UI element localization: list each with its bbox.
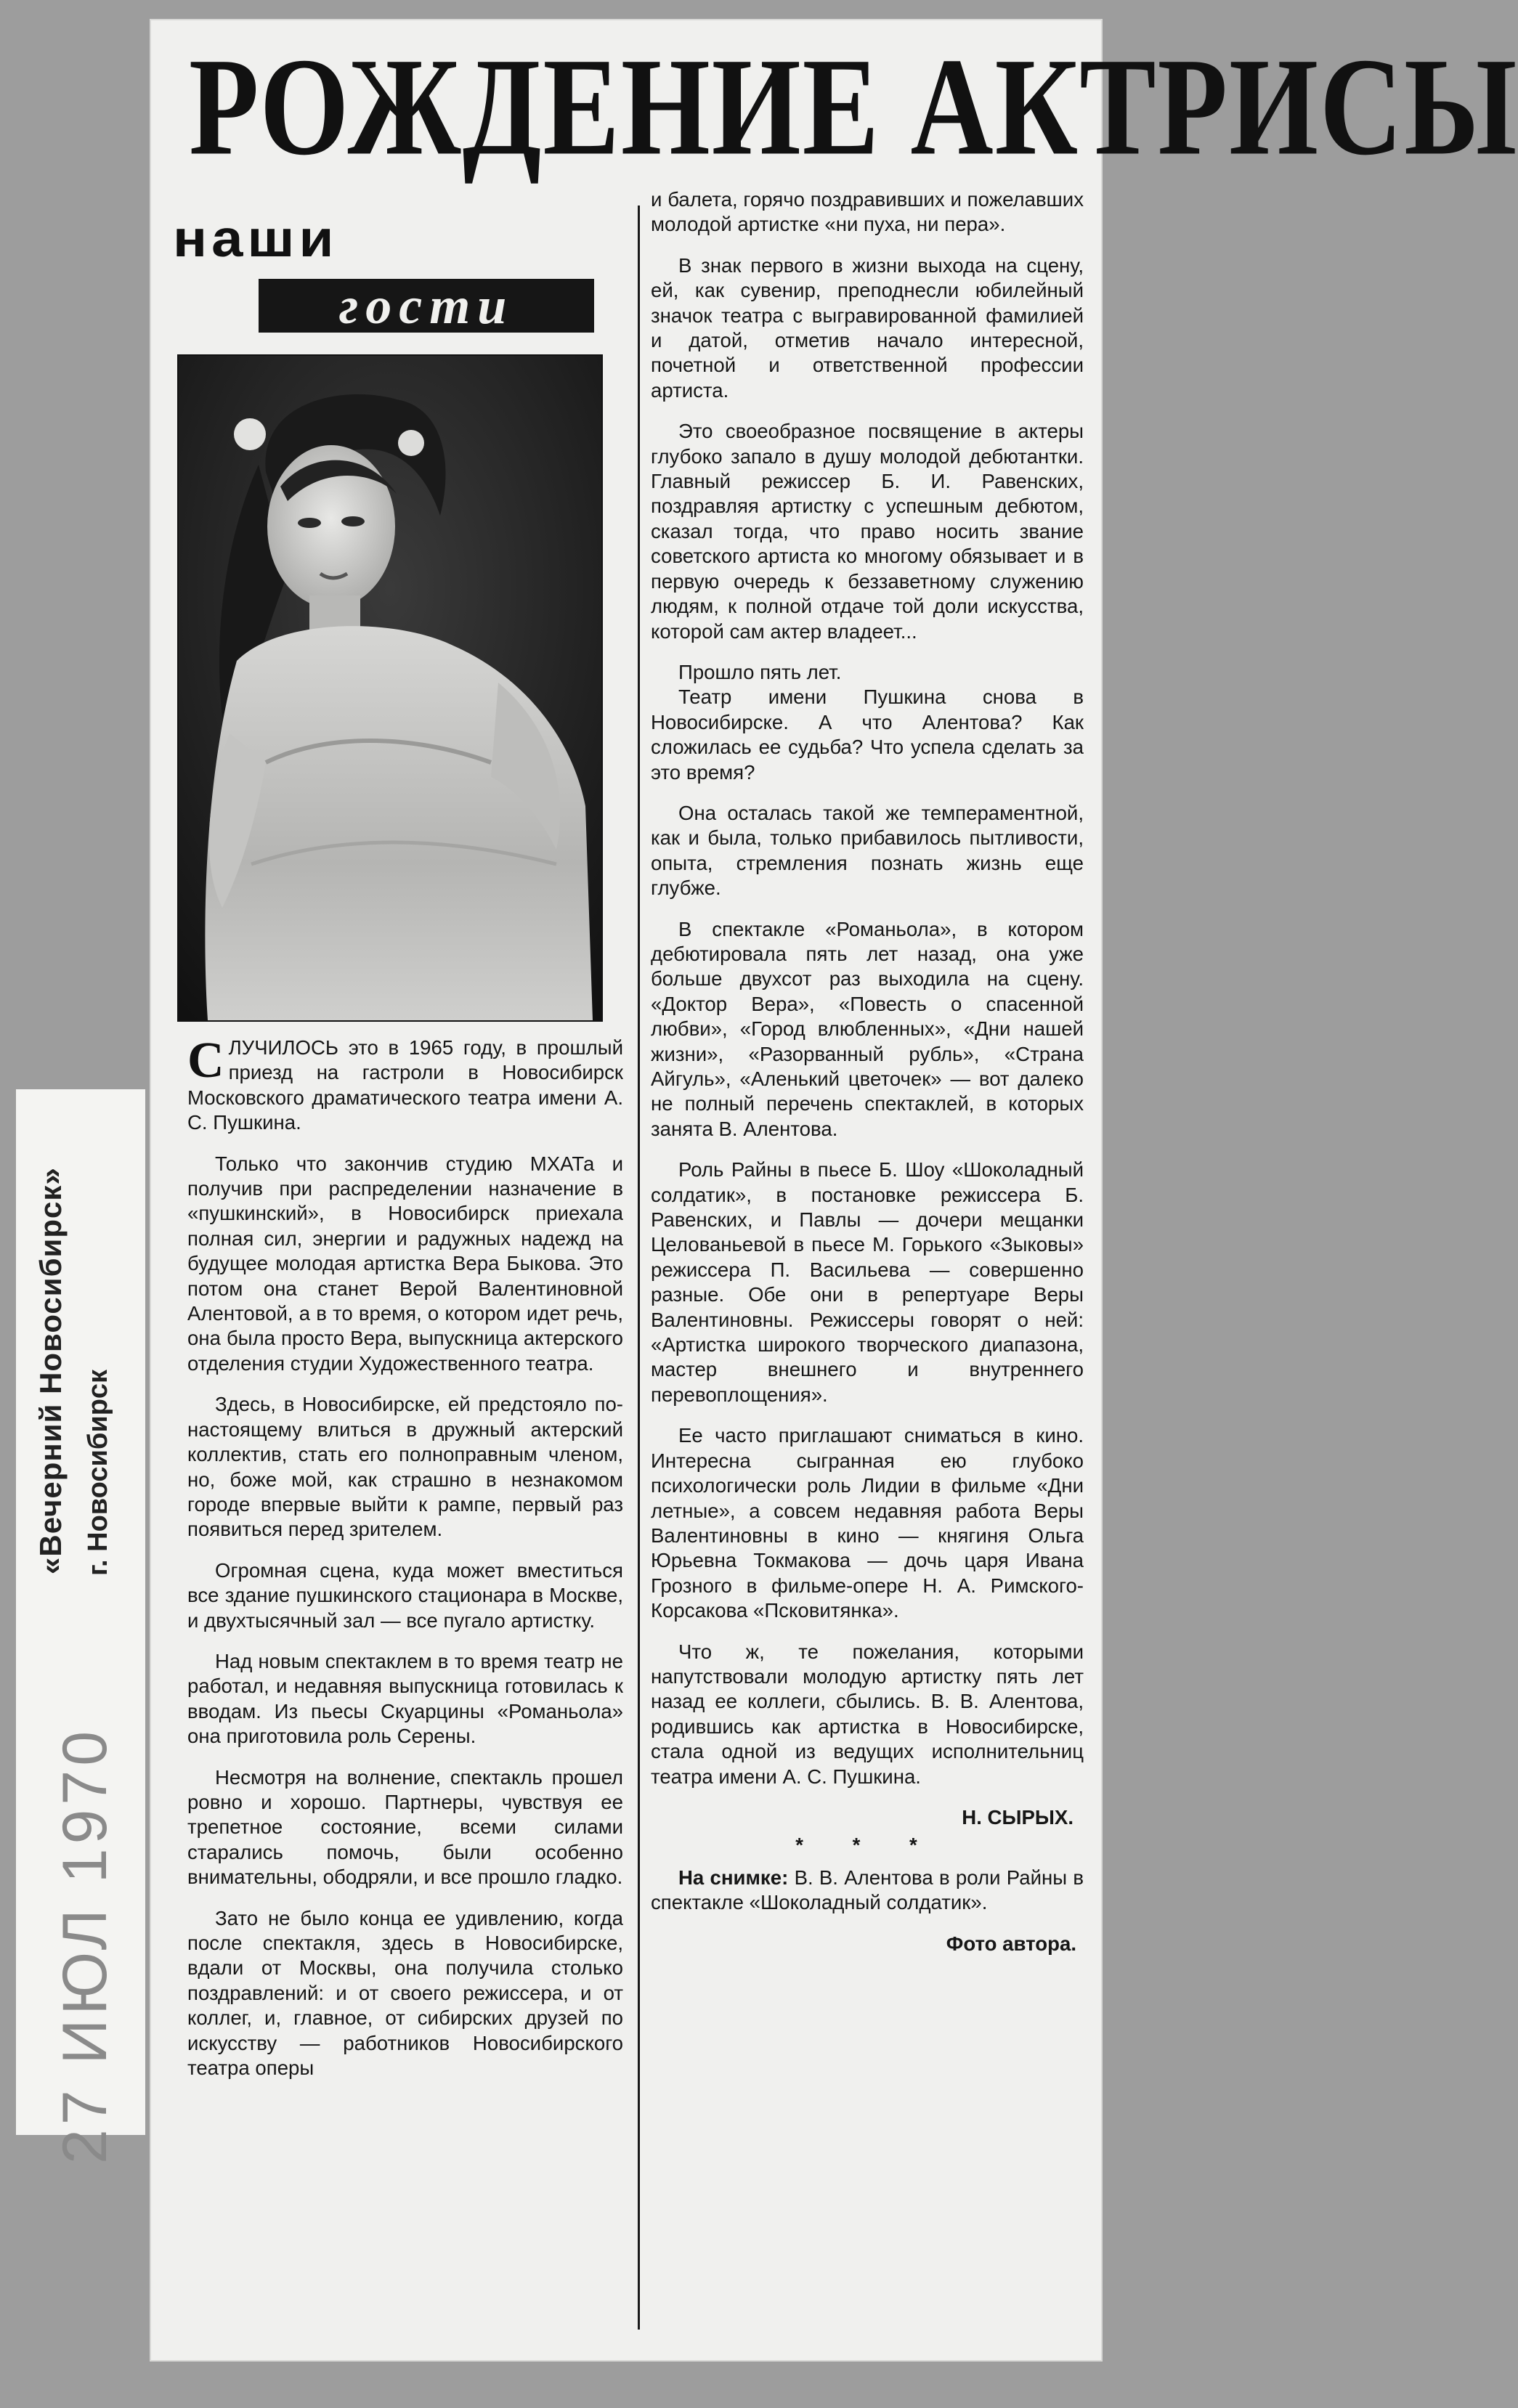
article-paragraph: Несмотря на волнение, спектакль прошел ровно и хорошо. Партнеры, чувствуя ее трепетное состояние, всеми силами старались помочь, были особенно внимательны, ободряли, и все прошло гладко. bbox=[187, 1765, 623, 1889]
article-paragraph: В спектакле «Романьола», в котором дебютировала пять лет назад, она уже больше двухсот раз выходила на сцену. «Доктор Вера», «Повесть о спасенной любви», «Город влюбленных», «Дни нашей жизни», «Разорванный рубль», «Страна Айгуль», «Аленький цветочек» — вот далеко не полный перечень спектаклей, в которых занята В. Алентова. bbox=[651, 917, 1084, 1140]
article-paragraph: Роль Райны в пьесе Б. Шоу «Шоколадный солдатик», в постановке режиссера Б. Равенских, и Павлы — дочери мещанки Целованьевой в пьесе М. Горького «Зыковы» режиссера П. Васильева — совершенно разные. Обе они в репертуаре Веры Валентиновны. Режиссеры говорят о ней: «Артистка широкого творческого диапазона, мастер внешнего и внутреннего перевоплощения». bbox=[651, 1158, 1084, 1406]
column-divider bbox=[638, 206, 640, 2330]
caption-label: На снимке: bbox=[678, 1866, 789, 1889]
article-paragraph: Театр имени Пушкина снова в Новосибирске. А что Алентова? Как сложилась ее судьба? Что успела сделать за это время? bbox=[651, 686, 1084, 784]
article-paragraph: Зато не было конца ее удивлению, когда после спектакля, здесь в Новосибирске, вдали от Москвы, она получила столько поздравлений: и от своего режиссера, и от коллег, и, главное, от сибирских друзей по искусству — работников Новосибирского театра оперы bbox=[187, 1906, 623, 2080]
article-continuation: и балета, горячо поздравивших и пожелавших молодой артистке «ни пуха, ни пера». bbox=[651, 188, 1084, 236]
rubric-line-2: гости bbox=[259, 279, 594, 333]
photo-caption bbox=[651, 1866, 1084, 1916]
drop-cap: С bbox=[187, 1033, 224, 1089]
article-left-column bbox=[187, 1033, 623, 2096]
stamp-city: г. Новосибирск bbox=[83, 1369, 113, 1576]
article-paragraph: Что ж, те пожелания, которыми напутствовали молодую артистку пять лет назад ее коллеги, сбылись. В. В. Алентова, родившись как артистка в Новосибирске, стала одной из ведущих исполнительниц театра имени А. С. Пушкина. bbox=[651, 1640, 1084, 1788]
stamp-newspaper-name: «Вечерний Новосибирск» bbox=[33, 1167, 68, 1574]
newspaper-clipping bbox=[151, 20, 1518, 2360]
actress-photo bbox=[177, 354, 603, 1022]
rubric-logo bbox=[173, 208, 609, 340]
article-paragraph: Она осталась такой же темпераментной, как и была, только прибавилось пытливости, опыта, стремления познать жизнь еще глубже. bbox=[651, 801, 1084, 900]
article-paragraph: Ее часто приглашают сниматься в кино. Интересна сыгранная ею глубоко психологически роль Лидии в фильме «Дни летные», а совсем недавняя работа Веры Валентиновны в кино — княгиня Ольга Юрьевна Токмакова — дочь царя Ивана Грозного в фильме-опере Н. А. Римского-Корсакова «Псковитянка». bbox=[651, 1424, 1084, 1622]
stamp-date: 27 ИЮЛ 1970 bbox=[50, 1726, 120, 2164]
article-paragraph: Только что закончив студию МХАТа и получив при распределении назначение в «пушкинский», в Новосибирск приехала полная сил, энергии и радужных надежд на будущее молодая артистка Вера Быкова. Это потом она станет Верой Валентиновной Алентовой, а в то время, о котором идет речь, она была просто Вера, выпускница актерского отделения студии Художественного театра. bbox=[187, 1152, 623, 1375]
caption-text: В. В. Алентова в роли Райны в спектакле «Шоколадный солдатик». bbox=[651, 1866, 1084, 1914]
actress-photo-image bbox=[179, 356, 601, 1020]
article-paragraph: Огромная сцена, куда может вместиться все здание пушкинского стационара в Москве, и двухтысячный зал — все пугало артистку. bbox=[187, 1558, 623, 1632]
article-paragraph: Это своеобразное посвящение в актеры глубоко запало в душу молодой дебютантки. Главный режиссер Б. И. Равенских, поздравляя артистку с успешным дебютом, сказал тогда, что право носить звание советского артиста ко многому обязывает и в первую очередь к беззаветному служению людям, к полной отдаче той доли искусства, которой сам актер владеет... bbox=[651, 420, 1084, 643]
article-paragraph: Здесь, в Новосибирске, ей предстояло по-настоящему влиться в дружный актерский коллектив, стать его полноправным членом, но, боже мой, как страшно в незнакомом городе впервые выйти к рампе, первый раз появиться перед зрителем. bbox=[187, 1393, 623, 1541]
author-signature: Н. СЫРЫХ. bbox=[962, 1805, 1073, 1829]
photo-credit: Фото автора. bbox=[946, 1932, 1076, 1955]
headline: РОЖДЕНИЕ АКТРИСЫ bbox=[189, 29, 1518, 185]
article-paragraph: В знак первого в жизни выхода на сцену, ей, как сувенир, преподнесли юбилейный значок театра с выгравированной фамилией и датой, отметив начало интересной, почетной и ответственной профессии артиста. bbox=[651, 253, 1084, 402]
rubric-line-1: наши bbox=[173, 208, 338, 268]
article-paragraph: СЛУЧИЛОСЬ это в 1965 году, в прошлый приезд на гастроли в Новосибирск Московского драматического театра имени А. С. Пушкина. bbox=[187, 1033, 623, 1134]
article-paragraph: Прошло пять лет. bbox=[678, 660, 842, 683]
article-paragraph: Над новым спектаклем в то время театр не работал, и недавняя выпускница готовилась к вводам. Из пьесы Скуарцины «Романьола» она приготовила роль Серены. bbox=[187, 1649, 623, 1748]
article-right-column bbox=[651, 187, 1084, 1956]
section-separator: * * * bbox=[795, 1834, 939, 1857]
